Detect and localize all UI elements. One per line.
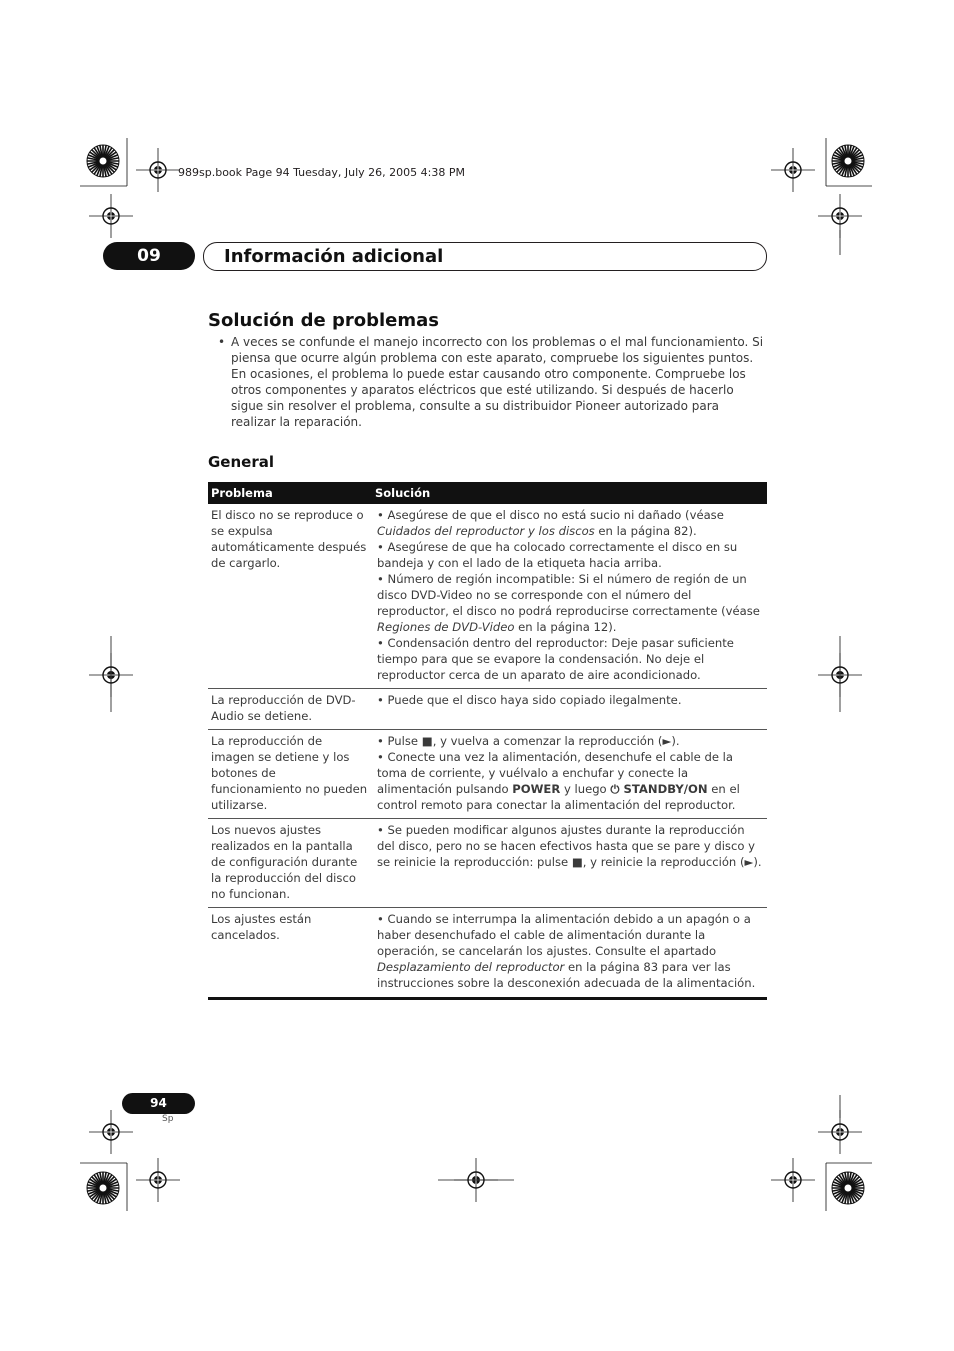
table-row xyxy=(208,819,767,908)
chapter-title: Información adicional xyxy=(224,246,444,267)
solution-cell xyxy=(372,689,767,730)
column-header-problem: Problema xyxy=(208,482,372,504)
solution-item: • Condensación dentro del reproductor: Deje pasar suficiente tiempo para que se evapore la condensación. No deje el reproductor cerca de un aparato de aire acondicionado. xyxy=(377,636,734,682)
page-number-badge: 94 xyxy=(122,1093,195,1114)
solution-item: • Número de región incompatible: Si el número de región de un disco DVD-Video no se corresponde con el número del reproductor, el disco no podrá reproducirse correctamente (véase Regiones de DVD-Video en la página 12). xyxy=(377,572,760,634)
solution-item: • Puede que el disco haya sido copiado ilegalmente. xyxy=(377,693,682,707)
page-language: Sp xyxy=(162,1114,174,1124)
problem-cell: La reproducción de DVD-Audio se detiene. xyxy=(208,689,372,730)
table-row xyxy=(208,730,767,819)
starburst-target-icon xyxy=(832,145,864,177)
print-header: 989sp.book Page 94 Tuesday, July 26, 2005 4:38 PM xyxy=(178,166,465,179)
starburst-target-icon xyxy=(87,1172,119,1204)
starburst-target-icon xyxy=(832,1172,864,1204)
table-row xyxy=(208,689,767,730)
bullet: • xyxy=(218,335,226,349)
problem-cell: La reproducción de imagen se detiene y los botones de funcionamiento no pueden utilizarse. xyxy=(208,730,372,819)
table-row xyxy=(208,908,767,999)
table-header-row xyxy=(208,482,767,504)
section-title: Solución de problemas xyxy=(208,310,439,331)
solution-item: • Pulse ■, y vuelva a comenzar la reproducción (►). xyxy=(377,734,680,748)
solution-item: • Conecte una vez la alimentación, desenchufe el cable de la toma de corriente, y vuélvalo a enchufar y conecte la alimentación pulsando POWER y luego ⏻ STANDBY/ON en el control remoto para conectar la alimentación del reproductor. xyxy=(377,750,740,812)
solution-cell xyxy=(372,908,767,999)
solution-cell xyxy=(372,504,767,689)
chapter-number-badge: 09 xyxy=(103,242,195,270)
registration-mark-icon xyxy=(89,1110,133,1154)
intro-paragraph xyxy=(218,334,767,430)
troubleshooting-table xyxy=(208,482,767,1000)
starburst-target-icon xyxy=(87,145,119,177)
registration-mark-icon xyxy=(771,1158,815,1202)
registration-mark-icon xyxy=(89,194,133,238)
solution-item: • Se pueden modificar algunos ajustes durante la reproducción del disco, pero no se hacen efectivos hasta que se pare y disco y se reinicie la reproducción: pulse ■, y reinicie la reproducción (►). xyxy=(377,823,762,869)
chapter-title-bar xyxy=(203,242,767,271)
registration-mark-icon xyxy=(136,148,180,192)
solution-item: • Asegúrese de que el disco no está sucio ni dañado (véase Cuidados del reproductor y los discos en la página 82). xyxy=(377,508,724,538)
problem-cell: El disco no se reproduce o se expulsa automáticamente después de cargarlo. xyxy=(208,504,372,689)
intro-text: A veces se confunde el manejo incorrecto con los problemas o el mal funcionamiento. Si piensa que ocurre algún problema con este aparato, compruebe los siguientes puntos. En ocasiones, el problema lo puede estar causando otro componente. Compruebe los otros componentes y aparatos eléctricos que esté utilizando. Si después de hacerlo sigue sin resolver el problema, consulte a su distribuidor Pioneer autorizado para realizar la reparación. xyxy=(231,335,764,429)
problem-cell: Los ajustes están cancelados. xyxy=(208,908,372,999)
table-row xyxy=(208,504,767,689)
subsection-title: General xyxy=(208,453,274,471)
registration-mark-icon xyxy=(771,148,815,192)
column-header-solution: Solución xyxy=(372,482,767,504)
solution-cell xyxy=(372,819,767,908)
problem-cell: Los nuevos ajustes realizados en la pantalla de configuración durante la reproducción del disco no funcionan. xyxy=(208,819,372,908)
solution-item: • Cuando se interrumpa la alimentación debido a un apagón o a haber desenchufado el cable de alimentación durante la operación, se cancelarán los ajustes. Consulte el apartado Desplazamiento del reproductor en la página 83 para ver las instrucciones sobre la desconexión adecuada de la alimentación. xyxy=(377,912,756,990)
solution-item: • Asegúrese de que ha colocado correctamente el disco en su bandeja y con el lado de la etiqueta hacia arriba. xyxy=(377,540,738,570)
solution-cell xyxy=(372,730,767,819)
registration-mark-icon xyxy=(136,1158,180,1202)
